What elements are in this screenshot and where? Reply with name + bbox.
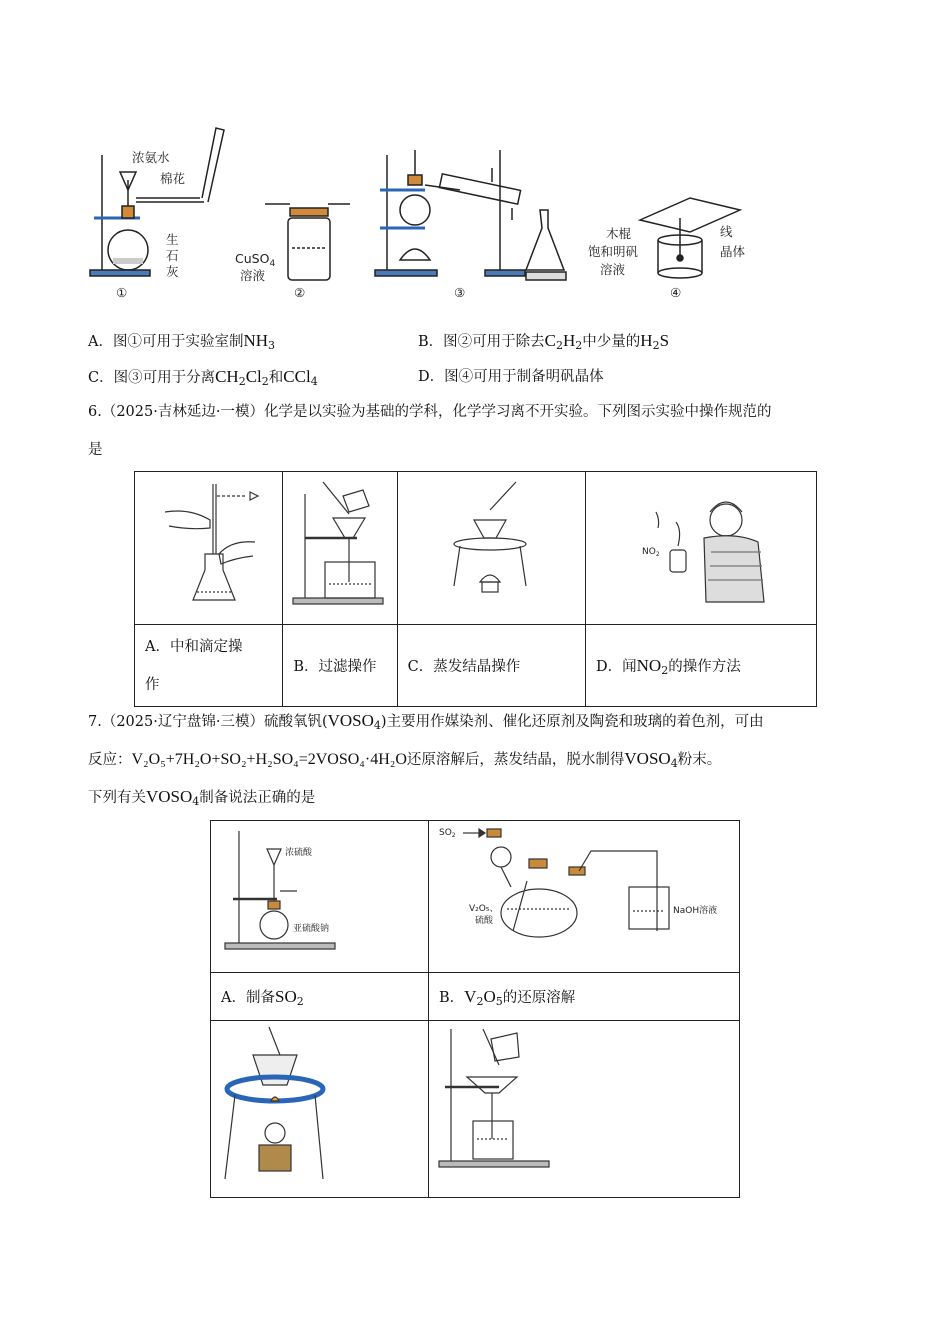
apparatus-3	[375, 150, 566, 280]
apparatus-2	[265, 204, 350, 280]
label-solution-2: 溶液	[600, 262, 626, 277]
q7-option-b: B．$V_2O_5$的还原溶解	[429, 973, 740, 1021]
q6-option-c: C．蒸发结晶操作	[397, 625, 585, 707]
figure-number-4: ④	[670, 285, 682, 300]
label-conc-h2so4: 浓硫酸	[285, 848, 313, 858]
q7-stem-line1: 7.（2025·辽宁盘锦·三模）硫酸氧钒$(VOSO_4)$主要用作媒染剂、催化还原剂及陶瓷和玻璃的着色剂，可由	[88, 711, 764, 732]
q7-image-c	[211, 1021, 429, 1198]
q7-stem-line2: 反应：V₂O₅+7H₂O+SO₂+H₂SO₄=2VOSO₄·4H₂O还原溶解后，蒸发结晶，脱水制得$VOSO_4$粉末。	[88, 749, 722, 770]
q7-caption-row-1	[211, 973, 740, 1021]
label-cotton: 棉花	[160, 171, 186, 186]
label-v2o5: V₂O₅、	[469, 904, 499, 914]
q6-image-c	[397, 472, 585, 625]
no2-label: $NO_2$	[642, 547, 660, 558]
label-quicklime-1: 生	[166, 232, 179, 247]
q7-image-a	[211, 821, 429, 973]
q6-image-row	[135, 472, 817, 625]
label-thread: 线	[720, 224, 733, 239]
label-crystal: 晶体	[720, 244, 746, 259]
q6-caption-row	[135, 625, 817, 707]
figure-number-1: ①	[116, 285, 128, 300]
q6-option-a: A．中和滴定操 作	[135, 625, 283, 707]
q7-options-table	[210, 820, 740, 1198]
q5-option-d: D．图④可用于制备明矾晶体	[418, 369, 604, 385]
q6-stem-line2: 是	[88, 442, 103, 458]
label-solution: 溶液	[240, 268, 266, 283]
label-cuso4: CuSO$_4$	[235, 251, 276, 269]
label-h2so4: 硫酸	[475, 916, 494, 926]
q6-image-a	[135, 472, 283, 625]
q6-image-d	[586, 472, 817, 625]
label-stick: 木棍	[606, 226, 632, 241]
q7-image-b	[429, 821, 740, 973]
q7-equation: V₂O₅+7H₂O+SO₂+H₂SO₄=2VOSO₄·4H₂O	[131, 751, 407, 768]
q5-option-b: B．图②可用于除去$C_2H_2$中少量的$H_2S$	[418, 331, 670, 352]
q7-image-d	[429, 1021, 740, 1198]
q7-image-row-2	[211, 1021, 740, 1198]
q7-option-a: A．制备$SO_2$	[211, 973, 429, 1021]
label-quicklime-2: 石	[166, 248, 179, 263]
figure-number-3: ③	[454, 285, 466, 300]
q6-option-b: B．过滤操作	[283, 625, 397, 707]
q7-stem-line3: 下列有关$VOSO_4$制备说法正确的是	[88, 787, 316, 808]
label-conc-ammonia: 浓氨水	[132, 150, 170, 165]
q5-option-c: C．图③可用于分离$CH_2Cl_2$和CCl$_4$	[88, 367, 318, 388]
q6-options-table	[134, 471, 817, 707]
label-quicklime-3: 灰	[166, 264, 179, 279]
q6-option-d: D．闻$NO_2$的操作方法	[586, 625, 817, 707]
figure-number-2: ②	[294, 285, 306, 300]
q6-stem-line1: 6.（2025·吉林延边·一模）化学是以实验为基础的学科，化学学习离不开实验。下列图示实验中操作规范的	[88, 404, 772, 420]
q6-image-b	[283, 472, 397, 625]
label-na2so3: 亚硫酸钠	[293, 924, 330, 934]
q5-option-a: A．图①可用于实验室制$NH_3$	[88, 331, 276, 352]
q7-image-row-1	[211, 821, 740, 973]
label-saturated-alum: 饱和明矾	[588, 244, 639, 259]
label-so2: $SO_2$	[439, 828, 456, 839]
apparatus-figure-top	[80, 110, 800, 305]
label-naoh: NaOH溶液	[673, 906, 718, 916]
